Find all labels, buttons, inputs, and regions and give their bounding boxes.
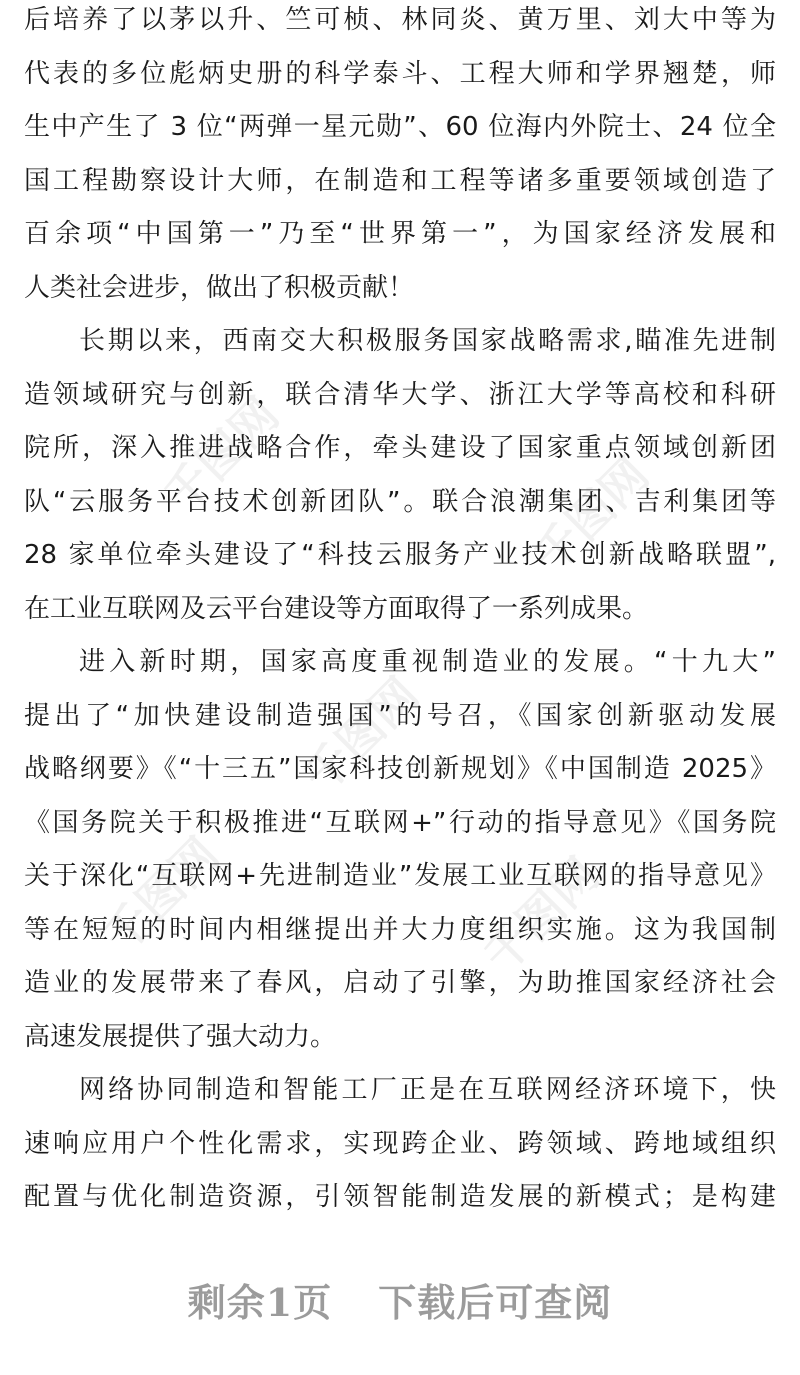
- text-line: 战略纲要》《“十三五”国家科技创新规划》《中国制造 2025》: [24, 754, 776, 784]
- text-line: 进入新时期，国家高度重视制造业的发展。“十九大”: [79, 647, 776, 677]
- paragraph-2: [24, 315, 776, 636]
- paragraph-4: [24, 1064, 776, 1225]
- text-line: 高速发展提供了强大动力。: [24, 1021, 337, 1052]
- paragraph-1: [24, 0, 776, 315]
- remaining-pages-notice[interactable]: [0, 1272, 800, 1327]
- text-line: 国工程勘察设计大师，在制造和工程等诸多重要领域创造了: [24, 165, 776, 196]
- watermark: 千图网: [293, 667, 430, 804]
- text-line: 代表的多位彪炳史册的科学泰斗、工程大师和学界翘楚，师: [24, 58, 776, 89]
- text-line: 速响应用户个性化需求，实现跨企业、跨领域、跨地域组织: [24, 1128, 776, 1159]
- text-line: 提出了“加快建设制造强国”的号召，《国家创新驱动发展: [24, 700, 776, 731]
- text-line: 造业的发展带来了春风，启动了引擎，为助推国家经济社会: [24, 968, 776, 998]
- text-line: 院所，深入推进战略合作，牵头建设了国家重点领域创新团: [24, 433, 776, 463]
- text-line: 后培养了以茅以升、竺可桢、林同炎、黄万里、刘大中等为: [24, 5, 776, 35]
- text-line: 《国务院关于积极推进“互联网+”行动的指导意见》《国务院: [24, 807, 776, 838]
- text-line: 网络协同制造和智能工厂正是在互联网经济环境下，快: [79, 1075, 776, 1105]
- watermark: 千图网: [523, 447, 660, 584]
- text-line: 长期以来，西南交大积极服务国家战略需求,瞄准先进制: [79, 326, 776, 356]
- text-line: 在工业互联网及云平台建设等方面取得了一系列成果。: [24, 593, 649, 624]
- remaining-pages-label: 剩余1页: [187, 1280, 333, 1325]
- text-line: 关于深化“互联网+先进制造业”发展工业互联网的指导意见》: [24, 861, 776, 891]
- watermark: 千图网: [93, 827, 230, 964]
- text-line: 生中产生了 3 位“两弹一星元勋”、60 位海内外院士、24 位全: [24, 112, 776, 142]
- watermark: 千图网: [153, 387, 290, 524]
- download-to-read-label: 下载后可查阅: [378, 1280, 613, 1325]
- text-line: 百余项“中国第一”乃至“世界第一”，为国家经济发展和: [24, 219, 776, 249]
- text-line: 队“云服务平台技术创新团队”。联合浪潮集团、吉利集团等: [24, 486, 776, 517]
- text-line: 配置与优化制造资源，引领智能制造发展的新模式；是构建: [24, 1182, 776, 1212]
- text-line: 等在短短的时间内相继提出并大力度组织实施。这为我国制: [24, 914, 776, 945]
- paragraph-3: [24, 636, 776, 1064]
- text-line: 28 家单位牵头建设了“科技云服务产业技术创新战略联盟”,: [24, 540, 776, 570]
- text-line: 人类社会进步，做出了积极贡献！: [24, 272, 415, 303]
- watermark: 千图网: [473, 847, 610, 984]
- document-body: [24, 0, 776, 1225]
- text-line: 造领域研究与创新，联合清华大学、浙江大学等高校和科研: [24, 379, 776, 410]
